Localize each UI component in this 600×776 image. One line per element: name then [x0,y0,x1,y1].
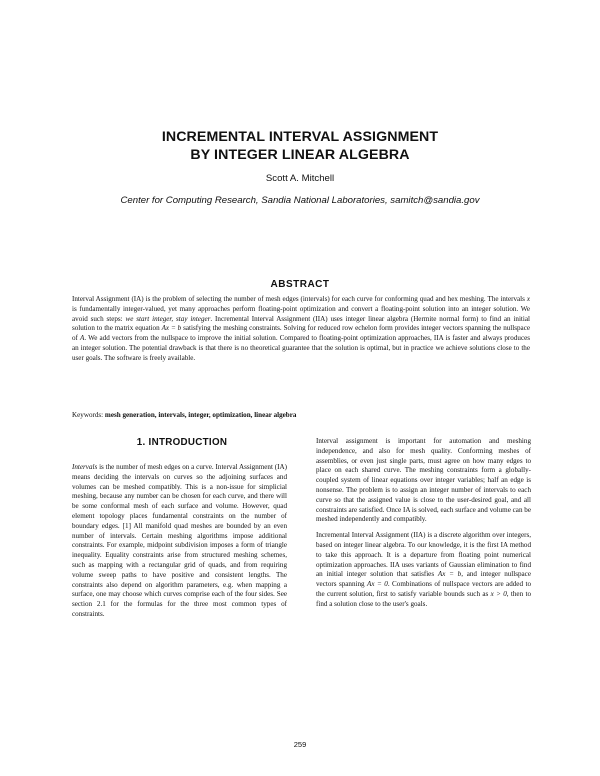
keywords-label: Keywords: [72,411,104,419]
intro-paragraph-1: Intervals is the number of mesh edges on a curve. Interval Assignment (IA) means deciding the intervals on curves so the adjoining surfaces and volumes can be meshed compatibly. This is a non-issue for simplicial meshing, because any number can be chosen for each curve, and there will be some conformal mesh of each surface and volume. However, quad element topology places fundamental constraints on the number of boundary edges. [1] All manifold quad meshes are bounded by an even number of intervals. Certain meshing algorithms impose additional constraints. For example, midpoint subdivision imposes a form of triangle inequality. Equality constraints arise from structured meshing schemes, such as mapping with a rectangular grid of quads, and from requiring volume sweep paths to have positive and consistent lengths. The constraints also depend on algorithm parameters, e.g. when mapping a surface, one may choose which curves comprise each of the four sides. See section 2.1 for the formulas for the three most common types of constraints. [72,463,287,618]
right-column [316,437,531,616]
title-line-1: INCREMENTAL INTERVAL ASSIGNMENT [161,129,439,145]
author-affiliation: Center for Computing Research, Sandia National Laboratories, samitch@sandia.gov [120,195,480,206]
title-line-2: BY INTEGER LINEAR ALGEBRA [190,147,410,163]
intro-paragraph-2: Interval assignment is important for automation and meshing independence, and also for mesh quality. Conforming meshes of assemblies, or even just single parts, must agree on how many edges to place on each shared curve. The meshing constraints form a globally-coupled system of linear equations over integer variables; half an edge is nonsense. The problem is to assign an integer number of intervals to each curve so that the assigned value is close to the user-desired goal, and all constraints are satisfied. Once IA is solved, each surface and volume can be meshed independently and compatibly. [316,437,531,524]
abstract-heading: ABSTRACT [270,279,330,290]
intro-paragraph-3: Incremental Interval Assignment (IIA) is a discrete algorithm over integers, based on integer linear algebra. To our knowledge, it is the first IA method to take this approach. It is a departure from floating point numerical optimization approaches. IIA uses variants of Gaussian elimination to find an initial integer solution that satisfies Ax = b, and integer nullspace vectors spanning Ax = 0. Combinations of nullspace vectors are added to the current solution, first to satisfy variable bounds such as x > 0, then to find a solution close to the user's goals. [316,531,532,608]
paper-title [0,128,600,164]
left-column [72,463,287,626]
keywords [72,410,530,420]
section-heading-introduction: 1. INTRODUCTION [136,437,228,448]
author-name: Scott A. Mitchell [265,173,335,184]
page-number: 259 [293,740,307,749]
abstract-text: Interval Assignment (IA) is the problem of selecting the number of mesh edges (intervals) for each curve for conforming quad and hex meshing. The intervals x is fundamentally integer-valued, yet many approaches perform floating-point optimization and convert a floating-point solution into an integer solution. We avoid such steps: we start integer, stay integer. Incremental Interval Assignment (IIA) uses integer linear algebra (Hermite normal form) to find an initial solution to the matrix equation Ax = b satisfying the meshing constraints. Solving for reduced row echelon form provides integer vectors spanning the nullspace of A. We add vectors from the nullspace to improve the initial solution. Compared to floating-point optimization approaches, IIA is faster and always produces an integer solution. The potential drawback is that there is no theoretical guarantee that the solution is optimal, but in practice we achieve solutions close to the user goals. The software is freely available. [72,295,530,362]
keywords-list: mesh generation, intervals, integer, optimization, linear algebra [104,411,297,419]
